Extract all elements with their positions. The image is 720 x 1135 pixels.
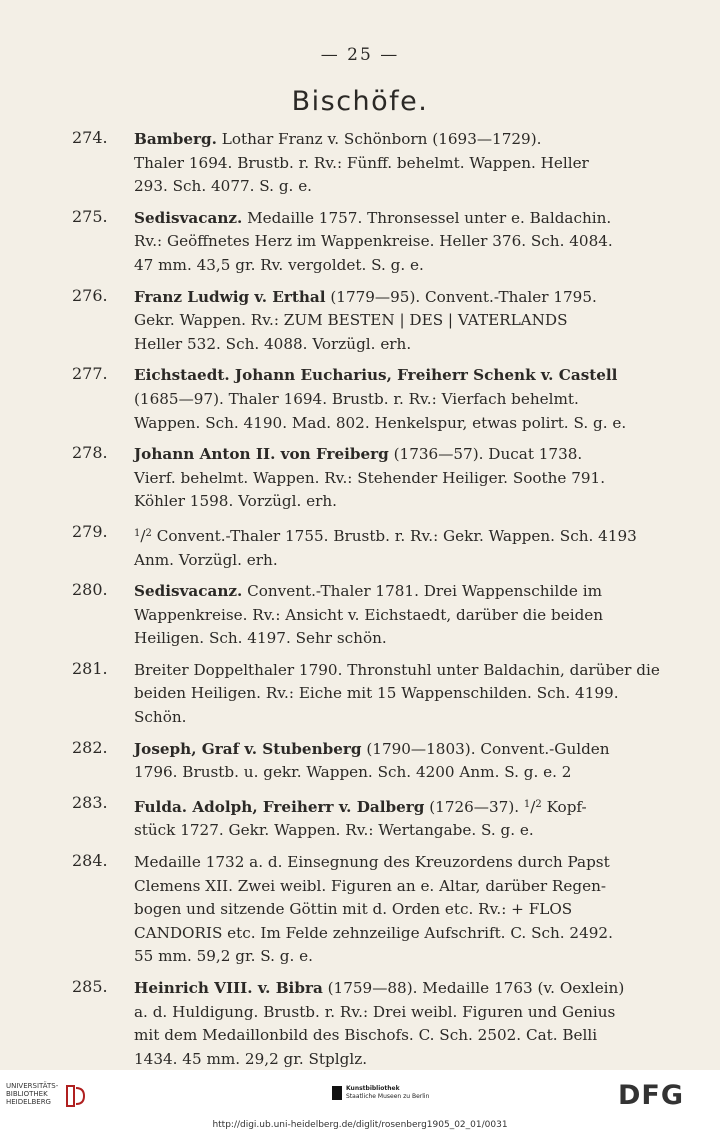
entry-line [134,309,594,333]
catalog-entry [0,207,720,278]
kunstbibliothek-logo-icon [332,1086,342,1100]
entry-line [134,152,594,176]
entry-title: Johann Anton II. von Freiberg [134,445,389,464]
entry-title: Sedisvacanz. [134,208,243,227]
entry-line [134,945,594,969]
ub-line: BIBLIOTHEK [6,1090,48,1098]
entry-line [134,580,602,604]
entry-segment: (1759—88). Medaille 1763 (v. Oexlein) [322,979,625,997]
entry-segment: Lothar Franz v. Schönborn (1693—1729). [216,130,542,148]
entry-line [134,627,594,651]
entry-segment: Schön. [134,708,187,727]
entry-segment: 55 mm. 59,2 gr. S. g. e. [134,947,313,966]
entry-segment: (1685—97). Thaler 1694. Brustb. r. Rv.: Vierfach behelmt. [134,389,579,408]
kb-line: Staatliche Museen zu Berlin [346,1093,430,1100]
entry-title: Sedisvacanz. [134,582,243,601]
entry-line [134,490,594,514]
entry-number: 284. [72,851,108,871]
entry-segment: (1726—37). [424,797,524,816]
entry-text [134,738,610,785]
entry-line [134,977,625,1001]
entry-number: 278. [72,443,108,463]
entry-line [134,286,597,310]
entry-segment: 293. Sch. 4077. S. g. e. [134,177,313,196]
entry-line [134,875,606,899]
entry-line [134,922,613,946]
catalog-entry [0,443,720,514]
entry-segment: 1434. 45 mm. 29,2 gr. Stplglz. [134,1049,368,1068]
entry-line [134,364,618,388]
entry-text [134,659,660,730]
page-number: — 25 — [320,45,400,65]
entry-line [134,549,594,573]
entry-segment: Medaille 1732 a. d. Einsegnung des Kreuzordens durch Papst [134,853,610,872]
entry-line [134,128,594,152]
entry-segment: Vierf. behelmt. Wappen. Rv.: Stehender Heiliger. Soothe 791. [134,468,606,487]
catalog-entry [0,522,720,572]
entry-title: Bamberg. [134,130,217,148]
entry-line [134,851,610,875]
entry-segment: 47 mm. 43,5 gr. Rv. vergoldet. S. g. e. [134,255,424,274]
entry-text [134,128,594,199]
ub-line: UNIVERSITÄTS- [6,1082,59,1090]
entry-segment: CANDORIS etc. Im Felde zehnzeilige Aufschrift. C. Sch. 2492. [134,923,613,942]
entry-segment: stück 1727. Gekr. Wappen. Rv.: Wertangabe. S. g. e. [134,821,534,840]
entry-segment: Rv.: Geöffnetes Herz im Wappenkreise. Heller 376. Sch. 4084. [134,232,613,251]
entry-line [134,793,594,820]
entry-line [134,1001,616,1025]
catalog-entries [0,128,720,1079]
entry-line [134,467,606,491]
entry-number: 280. [72,580,108,600]
entry-title: Franz Ludwig v. Erthal [134,287,326,306]
entry-line [134,819,594,843]
entry-segment: beiden Heiligen. Rv.: Eiche mit 15 Wappenschilden. Sch. 4199. [134,684,619,703]
entry-text [134,364,627,435]
page-heading: Bischöfe. [291,86,429,117]
entry-line [134,522,637,549]
entry-segment: / [140,526,146,545]
entry-segment: Anm. Vorzügl. erh. [134,550,278,569]
entry-number: 275. [72,206,108,226]
entry-number: 281. [72,658,108,678]
entry-segment: (1790—1803). Convent.-Gulden [361,739,610,758]
entry-line [134,898,594,922]
entry-text [134,443,606,514]
entry-line [134,1048,594,1072]
entry-number: 279. [72,521,108,541]
entry-segment: Medaille 1757. Thronsessel unter e. Baldachin. [242,208,612,227]
entry-number: 276. [72,285,108,305]
entry-number: 282. [72,737,108,757]
kunstbibliothek-label [346,1085,429,1101]
entry-line [134,412,627,436]
fraction-part: 1 [523,798,531,810]
entry-segment: (1779—95). Convent.-Thaler 1795. [325,287,597,306]
entry-number: 274. [72,128,108,147]
fraction-part: 2 [145,527,152,539]
catalog-entry [0,851,720,969]
entry-line [134,207,612,231]
catalog-entry [0,128,720,199]
catalog-entry [0,659,720,730]
entry-line [134,604,604,628]
entry-segment: Heller 532. Sch. 4088. Vorzügl. erh. [134,334,412,353]
catalog-entry [0,738,720,785]
fraction-part: 1 [134,527,141,539]
entry-line [134,230,613,254]
entry-segment: / [530,797,536,816]
entry-line [134,706,594,730]
entry-text [134,207,613,278]
catalog-entry [0,977,720,1071]
entry-line [134,659,660,683]
entry-segment: Kopf- [541,797,587,816]
entry-segment: Wappen. Sch. 4190. Mad. 802. Henkelspur, etwas polirt. S. g. e. [134,413,627,432]
entry-number: 285. [72,977,108,996]
entry-segment: Heiligen. Sch. 4197. Sehr schön. [134,629,387,648]
entry-segment: (1736—57). Ducat 1738. [388,445,583,464]
dfg-logo: DFG [618,1080,685,1111]
kb-line: Kunstbibliothek [346,1085,400,1092]
entry-line [134,175,594,199]
entry-number: 283. [72,792,108,812]
entry-title: Heinrich VIII. v. Bibra [134,979,323,997]
entry-segment: a. d. Huldigung. Brustb. r. Rv.: Drei weibl. Figuren und Genius [134,1002,616,1021]
source-url[interactable]: http://digi.ub.uni-heidelberg.de/diglit/rosenberg1905_02_01/0031 [212,1120,508,1130]
entry-segment: 1796. Brustb. u. gekr. Wappen. Sch. 4200 Anm. S. g. e. 2 [134,763,572,782]
catalog-entry [0,286,720,357]
entry-text [134,580,604,651]
entry-line [134,388,594,412]
entry-line [134,761,594,785]
entry-line [134,254,594,278]
entry-line [134,682,619,706]
entry-segment: bogen und sitzende Göttin mit d. Orden etc. Rv.: + FLOS [134,900,573,919]
entry-number: 277. [72,364,108,384]
entry-segment: Gekr. Wappen. Rv.: ZUM BESTEN | DES | VATERLANDS [134,311,568,330]
entry-segment: Clemens XII. Zwei weibl. Figuren an e. Altar, darüber Regen- [134,876,606,895]
entry-line [134,1024,598,1048]
entry-line [134,443,594,467]
entry-text [134,851,613,969]
entry-segment: Thaler 1694. Brustb. r. Rv.: Fünff. behelmt. Wappen. Heller [134,153,589,172]
entry-segment: Wappenkreise. Rv.: Ansicht v. Eichstaedt, darüber die beiden [134,605,604,624]
entry-text [134,793,594,843]
ub-line: HEIDELBERG [6,1098,51,1106]
catalog-entry [0,580,720,651]
ub-heidelberg-label [6,1082,58,1106]
entry-line [134,333,594,357]
catalog-entry [0,364,720,435]
entry-line [134,738,610,762]
entry-text [134,286,597,357]
entry-segment: mit dem Medaillonbild des Bischofs. C. Sch. 2502. Cat. Belli [134,1026,598,1045]
entry-segment: Convent.-Thaler 1755. Brustb. r. Rv.: Gekr. Wappen. Sch. 4193 [151,526,637,545]
fraction-part: 2 [535,798,542,810]
entry-title: Eichstaedt. Johann Eucharius, Freiherr Schenk v. Castell [134,366,618,385]
entry-text [134,522,637,572]
entry-segment: Convent.-Thaler 1781. Drei Wappenschilde im [242,582,602,601]
footer [0,1070,720,1135]
catalog-entry [0,793,720,843]
ub-logo-icon [64,1084,86,1108]
entry-segment: Köhler 1598. Vorzügl. erh. [134,492,337,511]
entry-text [134,977,625,1071]
entry-title: Joseph, Graf v. Stubenberg [134,739,362,758]
entry-title: Fulda. Adolph, Freiherr v. Dalberg [134,797,425,816]
entry-segment: Breiter Doppelthaler 1790. Thronstuhl unter Baldachin, darüber die [134,660,660,679]
